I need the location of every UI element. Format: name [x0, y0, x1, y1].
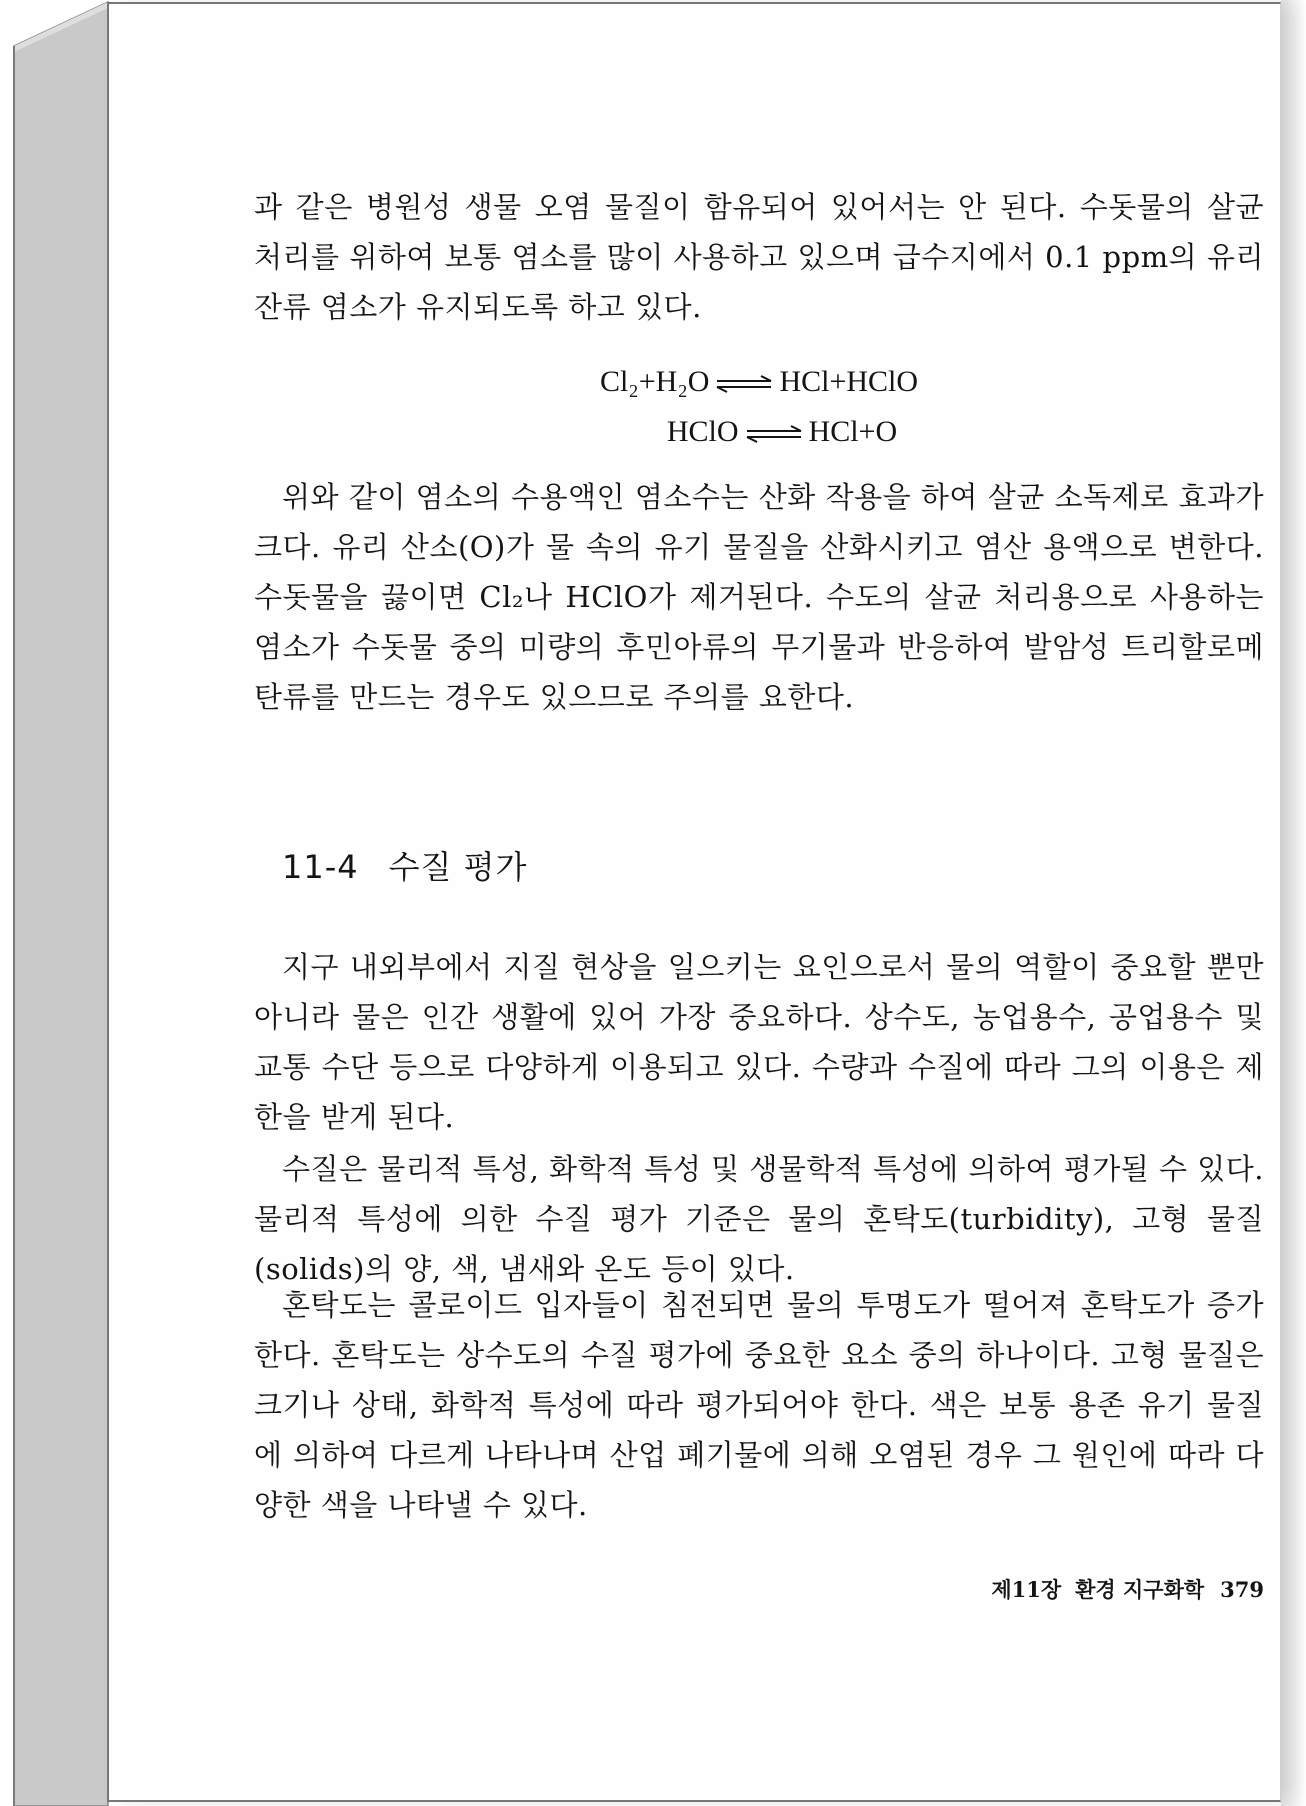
equilibrium-arrow-icon [715, 375, 773, 393]
section-title: 수질 평가 [388, 848, 528, 886]
section-heading [282, 842, 527, 892]
page-number: 379 [1220, 1577, 1264, 1602]
equation-chlorine-hydrolysis [254, 357, 1264, 407]
paragraph-water-quality: 수질은 물리적 특성, 화학적 특성 및 생물학적 특성에 의하여 평가될 수 있다. 물리적 특성에 의한 수질 평가 기준은 물의 혼탁도(turbidity), 고형 물질(solids)의 양, 색, 냄새와 온도 등이 있다. [254, 1152, 1264, 1286]
page-footer [254, 1572, 1264, 1608]
equation-1-reactants: Cl₂+H₂O [599, 365, 710, 398]
book-page [107, 2, 1281, 1802]
footer-chapter-title: 환경 지구화학 [1075, 1577, 1205, 1602]
section-number: 11-4 [282, 848, 359, 886]
page-edge-shadow [1281, 0, 1306, 1806]
equation-block [254, 357, 1264, 457]
footer-chapter-number: 제11장 [991, 1577, 1062, 1602]
paragraph-turbidity: 혼탁도는 콜로이드 입자들이 침전되면 물의 투명도가 떨어져 혼탁도가 증가한다. 혼탁도는 상수도의 수질 평가에 중요한 요소 중의 하나이다. 고형 물질은 크기나 상태, 화학적 특성에 따라 평가되어야 한다. 색은 보통 용존 유기 물질에 의하여 다르게 나타나며 산업 폐기물에 의해 오염된 경우 그 원인에 따라 다양한 색을 나타낼 수 있다. [254, 1288, 1264, 1522]
equation-hypochlorous-decomposition [254, 407, 1264, 457]
equation-2-products: HCl+O [808, 415, 898, 448]
equation-1-products: HCl+HClO [779, 365, 919, 398]
paragraph-chlorine-effects: 위와 같이 염소의 수용액인 염소수는 산화 작용을 하여 살균 소독제로 효과가 크다. 유리 산소(O)가 물 속의 유기 물질을 산화시키고 염산 용액으로 변한다. 수돗물을 끓이면 Cl₂나 HClO가 제거된다. 수도의 살균 처리용으로 사용하는 염소가 수돗물 중의 미량의 후민아류의 무기물과 반응하여 발암성 트리할로메탄류를 만드는 경우도 있으므로 주의를 요한다. [254, 480, 1264, 714]
equation-2-reactants: HClO [666, 415, 739, 448]
equilibrium-arrow-icon [745, 425, 803, 443]
paragraph-chlorination: 과 같은 병원성 생물 오염 물질이 함유되어 있어서는 안 된다. 수돗물의 살균 처리를 위하여 보통 염소를 많이 사용하고 있으며 급수지에서 0.1 ppm의 유리 잔류 염소가 유지되도록 하고 있다. [254, 190, 1264, 324]
paragraph-water-role: 지구 내외부에서 지질 현상을 일으키는 요인으로서 물의 역할이 중요할 뿐만 아니라 물은 인간 생활에 있어 가장 중요하다. 상수도, 농업용수, 공업용수 및 교통 수단 등으로 다양하게 이용되고 있다. 수량과 수질에 따라 그의 이용은 제한을 받게 된다. [254, 950, 1264, 1134]
